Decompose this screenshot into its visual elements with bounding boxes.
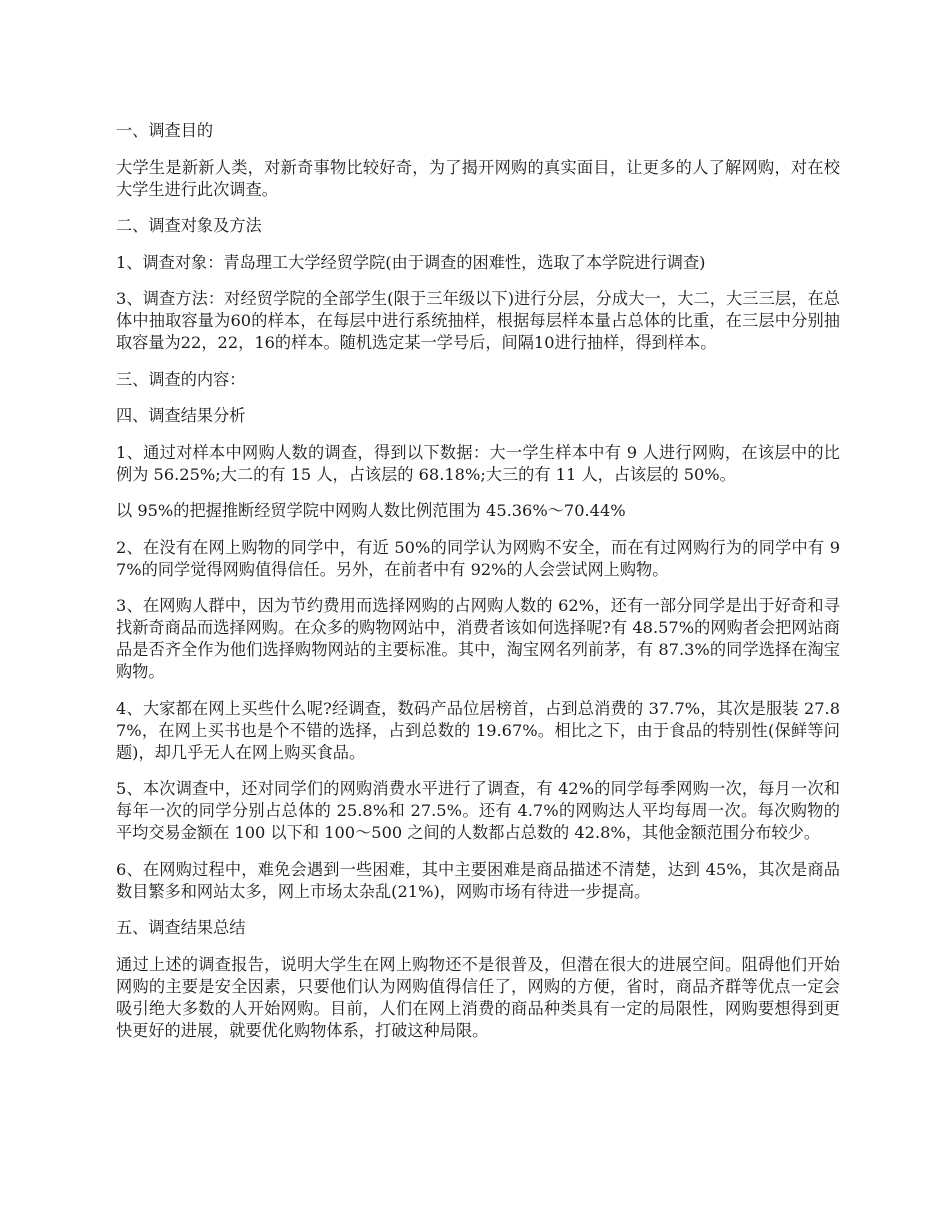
section-heading-purpose: 一、调查目的: [116, 121, 214, 140]
paragraph-summary: 通过上述的调查报告，说明大学生在网上购物还不是很普及，但潜在很大的进展空间。阻碍他们开始网购的主要是安全因素，只要他们认为网购值得信任了，网购的方便，省时，商品齐群等优点一定会吸引绝大多数的人开始网购。目前，人们在网上消费的商品种类具有一定的局限性，网购要想得到更快更好的进展，就要优化购物体系，打破这种局限。: [116, 954, 840, 1040]
section-heading-summary: 五、调查结果总结: [116, 918, 246, 937]
paragraph-analysis-1: 1、通过对样本中网购人数的调查，得到以下数据：大一学生样本中有 9 人进行网购，在该层中的比例为 56.25%;大二的有 15 人，占该层的 68.18%;大三的有 11 人，占该层的 50%。: [116, 442, 840, 484]
paragraph-analysis-5: 5、本次调查中，还对同学们的网购消费水平进行了调查，有 42%的同学每季网购一次，每月一次和每年一次的同学分别占总体的 25.8%和 27.5%。还有 4.7%的网购达人平均每周一次。每次购物的平均交易金额在 100 以下和 100～500 之间的人数都占总数的 42.8%，其他金额范围分布较少。: [116, 779, 840, 842]
paragraph-subjects: 1、调查对象：青岛理工大学经贸学院(由于调查的困难性，选取了本学院进行调查): [116, 252, 706, 272]
section-heading-analysis: 四、调查结果分析: [116, 406, 246, 425]
paragraph-analysis-inference: 以 95%的把握推断经贸学院中网购人数比例范围为 45.36%～70.44%: [116, 501, 626, 520]
paragraph-analysis-3: 3、在网购人群中，因为节约费用而选择网购的占网购人数的 62%，还有一部分同学是出于好奇和寻找新奇商品而选择网购。在众多的购物网站中，消费者该如何选择呢?有 48.57%的网购者会把网站商品是否齐全作为他们选择购物网站的主要标准。其中，淘宝网名列前茅，有 87.3%的同学选择在淘宝购物。: [116, 596, 840, 681]
document-body: [116, 120, 840, 1056]
section-heading-subjects-methods: 二、调查对象及方法: [116, 216, 262, 235]
paragraph-purpose: 大学生是新新人类，对新奇事物比较好奇，为了揭开网购的真实面目，让更多的人了解网购，对在校大学生进行此次调查。: [116, 157, 840, 199]
paragraph-analysis-4: 4、大家都在网上买些什么呢?经调查，数码产品位居榜首，占到总消费的 37.7%，其次是服装 27.87%，在网上买书也是个不错的选择，占到总数的 19.67%。相比之下，由于食品的特别性(保鲜等问题)，却几乎无人在网上购买食品。: [116, 698, 840, 762]
section-heading-content: 三、调查的内容：: [116, 369, 246, 389]
paragraph-methods: 3、调查方法：对经贸学院的全部学生(限于三年级以下)进行分层，分成大一，大二，大三三层，在总体中抽取容量为60的样本，在每层中进行系统抽样，根据每层样本量占总体的比重，在三层中分别抽取容量为22，22，16的样本。随机选定某一学号后，间隔10进行抽样，得到样本。: [116, 289, 840, 352]
paragraph-analysis-6: 6、在网购过程中，难免会遇到一些困难，其中主要困难是商品描述不清楚，达到 45%，其次是商品数目繁多和网站太多，网上市场太杂乱(21%)，网购市场有待进一步提高。: [116, 859, 840, 901]
paragraph-analysis-2: 2、在没有在网上购物的同学中，有近 50%的同学认为网购不安全，而在有过网购行为的同学中有 97%的同学觉得网购值得信任。另外，在前者中有 92%的人会尝试网上购物。: [116, 537, 840, 579]
